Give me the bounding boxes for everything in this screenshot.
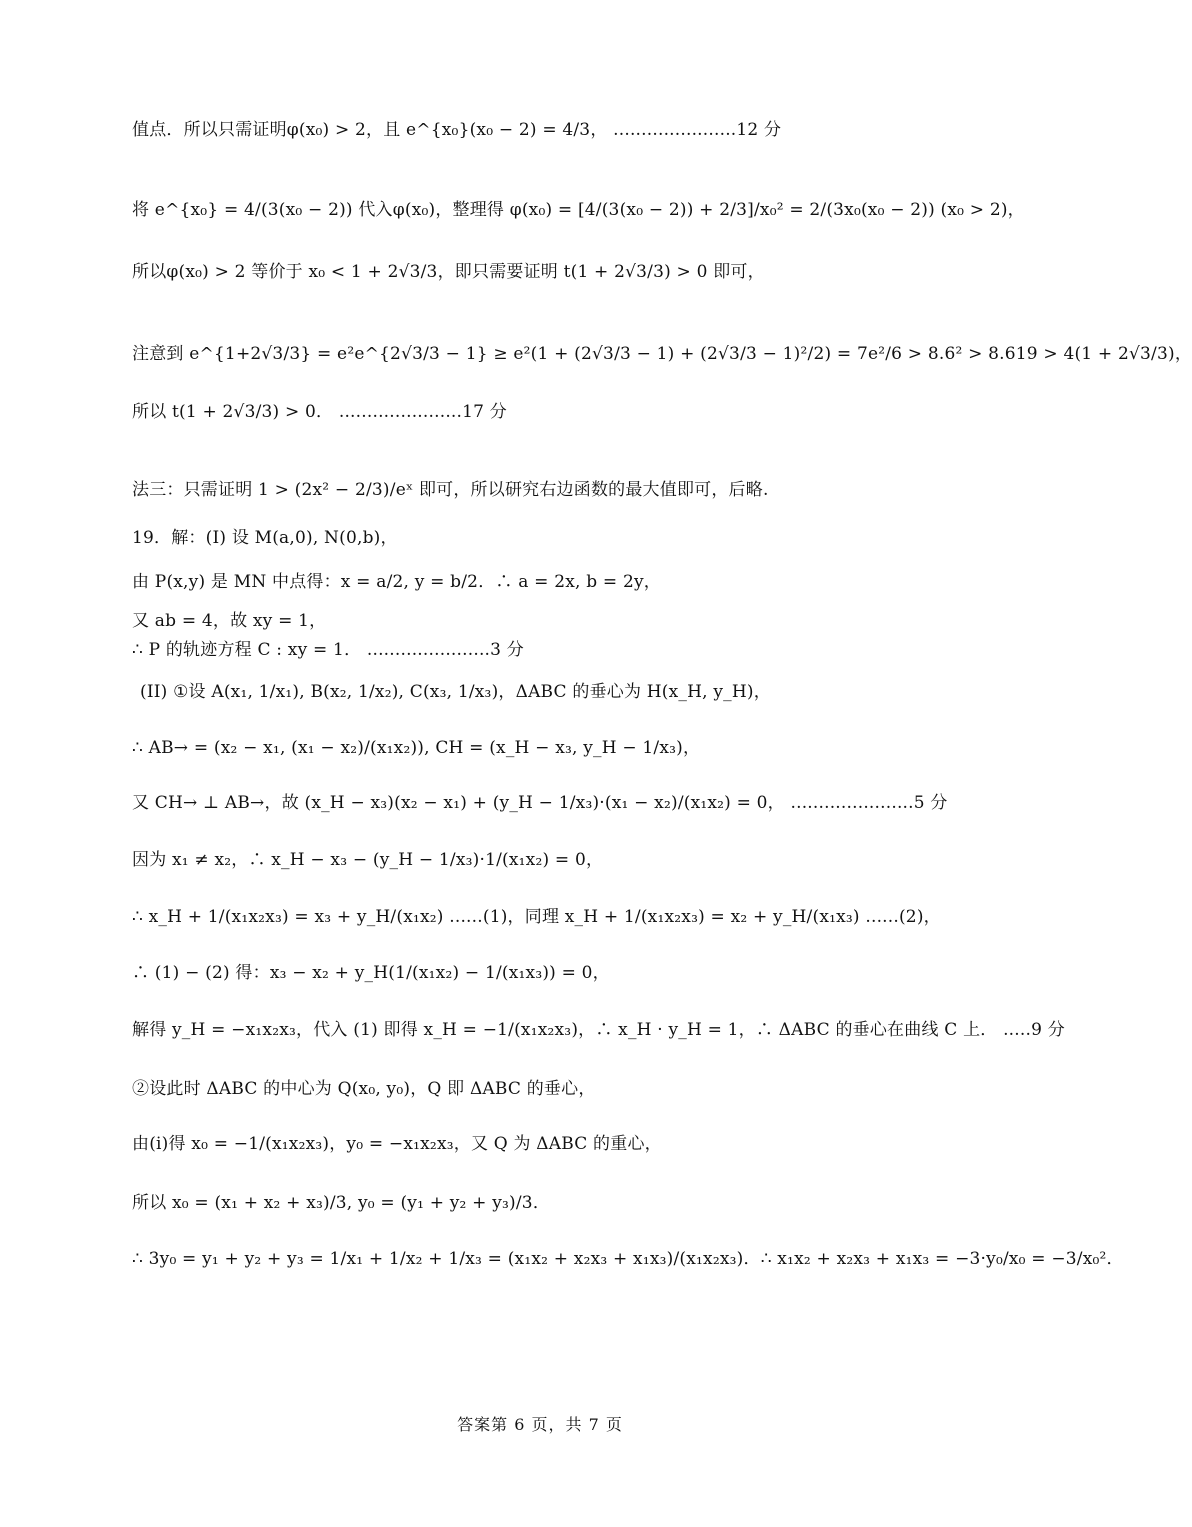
text-line: 将 e^{x₀} = 4/(3(x₀ − 2)) 代入φ(x₀)，整理得 φ(x₀) = [4/(3(x₀ − 2)) + 2/3]/x₀² = 2/(3x₀(x₀ − 2)) (x₀ > 2)， [132,200,1025,220]
text-line: 19．解：(I) 设 M(a,0), N(0,b)， [132,528,398,548]
text-line: 注意到 e^{1+2√3/3} = e²e^{2√3/3 − 1} ≥ e²(1 + (2√3/3 − 1) + (2√3/3 − 1)²/2) = 7e²/6 > 8.6² > 8.619 > 4(1 + 2√3/3)， [132,344,1192,364]
text-line: 由 P(x,y) 是 MN 中点得：x = a/2, y = b/2．∴ a = 2x, b = 2y， [132,572,661,592]
text-line: 解得 y_H = −x₁x₂x₃，代入 (1) 即得 x_H = −1/(x₁x₂x₃)，∴ x_H · y_H = 1，∴ ΔABC 的垂心在曲线 C 上． .....9 分 [132,1020,1065,1040]
text-line: 又 CH→ ⊥ AB→，故 (x_H − x₃)(x₂ − x₁) + (y_H − 1/x₃)·(x₁ − x₂)/(x₁x₂) = 0， ......................5 分 [132,793,948,813]
text-line: ②设此时 ΔABC 的中心为 Q(x₀, y₀)，Q 即 ΔABC 的垂心， [132,1079,596,1099]
text-line: 所以 t(1 + 2√3/3) > 0． ......................17 分 [132,402,507,422]
text-line: ∴ P 的轨迹方程 C : xy = 1． ......................3 分 [132,640,524,660]
text-line: 法三：只需证明 1 > (2x² − 2/3)/eˣ 即可，所以研究右边函数的最大值即可，后略. [132,480,769,500]
text-line: 因为 x₁ ≠ x₂，∴ x_H − x₃ − (y_H − 1/x₃)·1/(x₁x₂) = 0， [132,850,604,870]
text-line: 值点．所以只需证明φ(x₀) > 2，且 e^{x₀}(x₀ − 2) = 4/3， ......................12 分 [132,120,782,140]
text-line: (II) ①设 A(x₁, 1/x₁), B(x₂, 1/x₂), C(x₃, 1/x₃)，ΔABC 的垂心为 H(x_H, y_H)， [140,682,771,702]
text-line: ∴ (1) − (2) 得：x₃ − x₂ + y_H(1/(x₁x₂) − 1/(x₁x₃)) = 0， [132,963,610,983]
text-line: ∴ 3y₀ = y₁ + y₂ + y₃ = 1/x₁ + 1/x₂ + 1/x₃ = (x₁x₂ + x₂x₃ + x₁x₃)/(x₁x₂x₃)．∴ x₁x₂ + x₂x₃ + x₁x₃ = −3·y₀/x₀ = −3/x₀²． [132,1249,1124,1269]
page-footer: 答案第 6 页，共 7 页 [457,1415,623,1434]
text-line: 又 ab = 4，故 xy = 1， [132,611,327,631]
text-line: 所以φ(x₀) > 2 等价于 x₀ < 1 + 2√3/3，即只需要证明 t(1 + 2√3/3) > 0 即可， [132,262,765,282]
text-line: ∴ x_H + 1/(x₁x₂x₃) = x₃ + y_H/(x₁x₂) ......(1)，同理 x_H + 1/(x₁x₂x₃) = x₂ + y_H/(x₁x₃) ......(2)， [132,907,941,927]
text-line: ∴ AB→ = (x₂ − x₁, (x₁ − x₂)/(x₁x₂)), CH = (x_H − x₃, y_H − 1/x₃)， [132,738,701,758]
text-line: 由(i)得 x₀ = −1/(x₁x₂x₃)，y₀ = −x₁x₂x₃，又 Q 为 ΔABC 的重心， [132,1134,662,1154]
text-line: 所以 x₀ = (x₁ + x₂ + x₃)/3, y₀ = (y₁ + y₂ + y₃)/3． [132,1193,551,1213]
